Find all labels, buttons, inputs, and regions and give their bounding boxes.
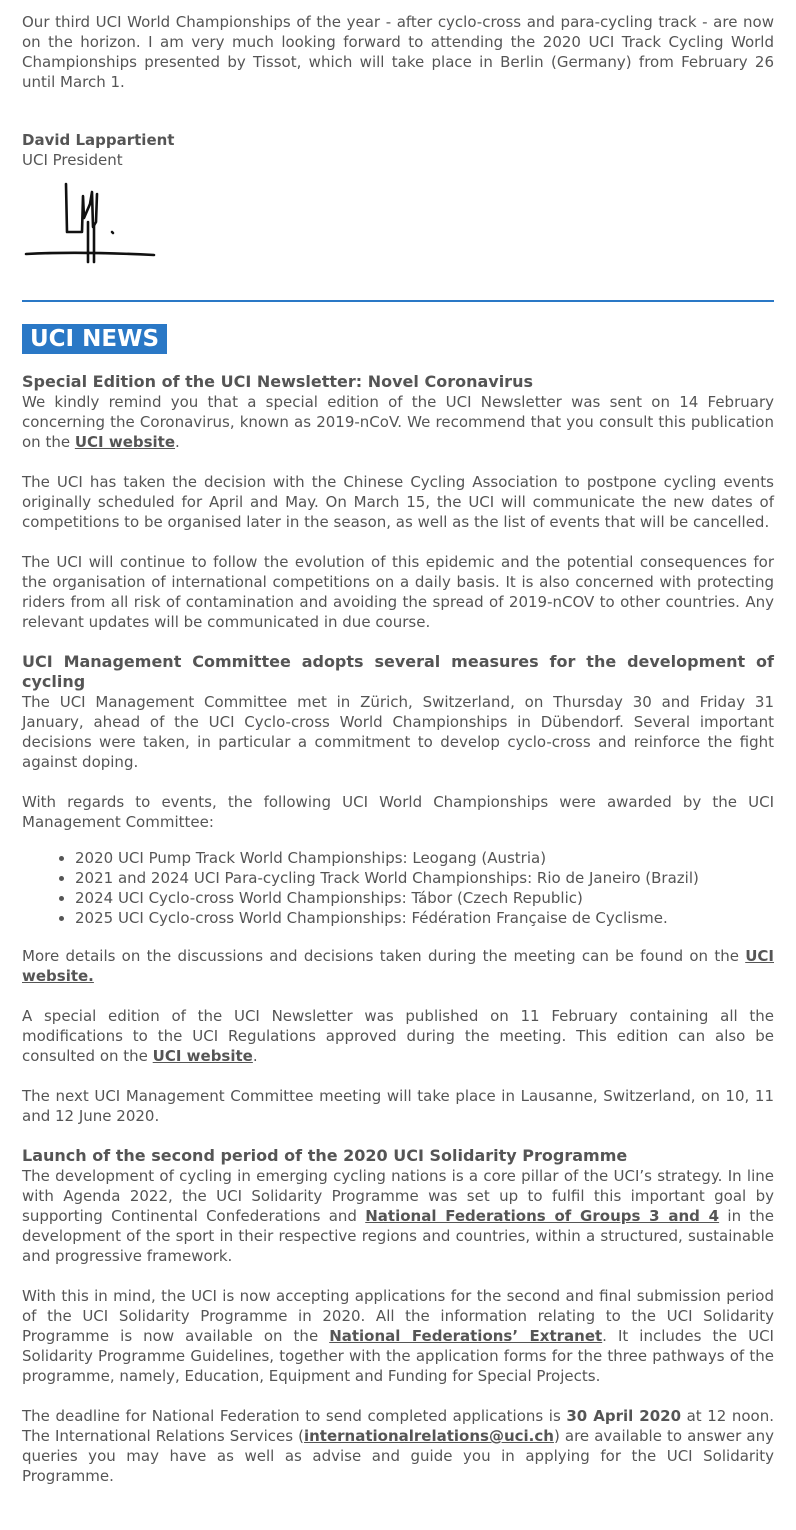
paragraph-text: We kindly remind you that a special edition of the UCI Newsletter was sent on 14 February concerning the Coronavirus, known as 2019-nCoV. We recommend that you consult this publication on the bbox=[22, 393, 774, 451]
signature-name: David Lappartient bbox=[22, 131, 175, 149]
signature-title: UCI President bbox=[22, 151, 123, 169]
deadline-date: 30 April 2020 bbox=[566, 1407, 682, 1425]
article-paragraph bbox=[22, 1166, 774, 1266]
uci-website-link[interactable]: UCI website. bbox=[22, 947, 774, 985]
uci-news-badge: UCI NEWS bbox=[22, 324, 167, 354]
list-item: • 2025 UCI Cyclo-cross World Championships: Fédération Française de Cyclisme. bbox=[75, 908, 774, 928]
article-paragraph bbox=[22, 946, 774, 986]
article-title-management-committee: UCI Management Committee adopts several measures for the development of cycling bbox=[22, 652, 774, 691]
uci-website-link[interactable]: UCI website bbox=[74, 433, 176, 451]
section-divider bbox=[22, 300, 774, 302]
handwritten-signature bbox=[24, 182, 156, 264]
paragraph-text: The development of cycling in emerging cycling nations is a core pillar of the UCI’s strategy. In line with Agenda 2022, the UCI Solidarity Programme was set up to fulfil this important goal by supporting Continental Confederations and bbox=[22, 1167, 774, 1225]
list-item: • 2020 UCI Pump Track World Championships: Leogang (Austria) bbox=[75, 848, 774, 868]
article-paragraph: The UCI has taken the decision with the Chinese Cycling Association to postpone cycling events originally scheduled for April and May. On March 15, the UCI will communicate the new dates of competitions to be organised later in the season, as well as the list of events that will be cancelled. bbox=[22, 473, 774, 531]
paragraph-text: in the development of the sport in their respective regions and countries, within a structured, sustainable and progressive framework. bbox=[22, 1207, 775, 1265]
list-item: • 2021 and 2024 UCI Para-cycling Track World Championships: Rio de Janeiro (Brazil) bbox=[75, 868, 774, 888]
article-paragraph: The UCI Management Committee met in Zürich, Switzerland, on Thursday 30 and Friday 31 January, ahead of the UCI Cyclo-cross World Championships in Dübendorf. Several important decisions were taken, in particular a commitment to develop cyclo-cross and reinforce the fight against doping. bbox=[22, 693, 774, 771]
article-title-solidarity-programme: Launch of the second period of the 2020 UCI Solidarity Programme bbox=[22, 1146, 628, 1165]
paragraph-text: With this in mind, the UCI is now accepting applications for the second and final submission period of the UCI Solidarity Programme in 2020. All the information relating to the UCI Solidarity Programme is now available on the bbox=[22, 1287, 774, 1345]
paragraph-text: The deadline for National Federation to send completed applications is bbox=[22, 1407, 567, 1425]
article-paragraph bbox=[22, 392, 774, 452]
national-federations-groups-link[interactable]: National Federations of Groups 3 and 4 bbox=[365, 1207, 720, 1225]
paragraph-text: A special edition of the UCI Newsletter was published on 11 February containing all the modifications to the UCI Regulations approved during the meeting. This edition can also be consulted on the bbox=[22, 1007, 774, 1065]
paragraph-text: . It includes the UCI Solidarity Programme Guidelines, together with the application forms for the three pathways of the programme, namely, Education, Equipment and Funding for Special Projects. bbox=[22, 1327, 774, 1385]
paragraph-text: at 12 noon. The International Relations Services ( bbox=[22, 1407, 775, 1445]
article-paragraph bbox=[22, 1286, 774, 1386]
article-title-coronavirus: Special Edition of the UCI Newsletter: Novel Coronavirus bbox=[22, 372, 533, 391]
paragraph-text: More details on the discussions and decisions taken during the meeting can be found on the bbox=[22, 947, 746, 965]
paragraph-text: ) are available to answer any queries you may have as well as advise and guide you in applying for the UCI Solidarity Programme. bbox=[22, 1427, 774, 1485]
article-paragraph bbox=[22, 1006, 774, 1066]
paragraph-text: . bbox=[252, 1047, 258, 1065]
article-paragraph: The next UCI Management Committee meeting will take place in Lausanne, Switzerland, on 10, 11 and 12 June 2020. bbox=[22, 1087, 774, 1125]
article-paragraph: The UCI will continue to follow the evolution of this epidemic and the potential consequences for the organisation of international competitions on a daily basis. It is also concerned with protecting riders from all risk of contamination and avoiding the spread of 2019-nCOV to other countries. Any relevant updates will be communicated in due course. bbox=[22, 553, 774, 631]
intro-paragraph: Our third UCI World Championships of the year - after cyclo-cross and para-cycling track - are now on the horizon. I am very much looking forward to attending the 2020 UCI Track Cycling World Championships presented by Tissot, which will take place in Berlin (Germany) from February 26 until March 1. bbox=[22, 13, 774, 91]
article-paragraph: With regards to events, the following UCI World Championships were awarded by the UCI Management Committee: bbox=[22, 793, 774, 831]
uci-website-link[interactable]: UCI website bbox=[152, 1047, 253, 1065]
newsletter-body bbox=[22, 12, 774, 1486]
article-paragraph bbox=[22, 1406, 774, 1486]
paragraph-text: . bbox=[175, 433, 180, 451]
international-relations-email-link[interactable]: internationalrelations@uci.ch bbox=[303, 1427, 554, 1445]
list-item: • 2024 UCI Cyclo-cross World Championships: Tábor (Czech Republic) bbox=[75, 888, 774, 908]
national-federations-extranet-link[interactable]: National Federations’ Extranet bbox=[329, 1327, 603, 1345]
championships-list bbox=[22, 848, 774, 928]
